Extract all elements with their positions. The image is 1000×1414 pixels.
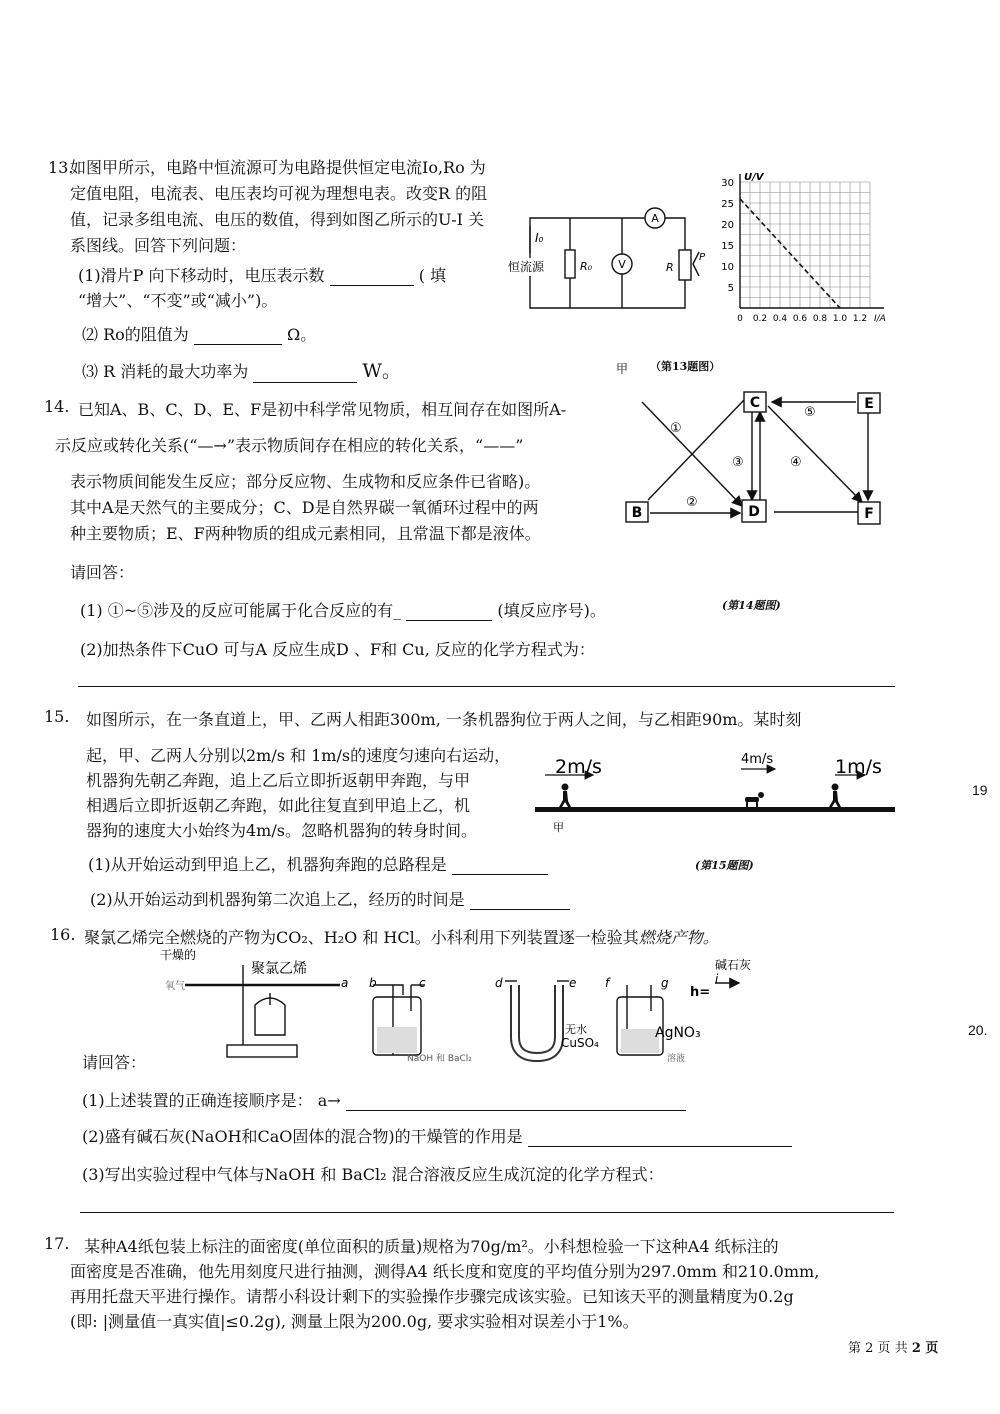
q14-part2: (2)加热条件下CuO 可与A 反应生成D 、F和 Cu, 反应的化学方程式为： (80, 640, 595, 659)
q16-part2-text: (2)盛有碱石灰(NaOH和CaO固体的混合物)的干燥管的作用是 (82, 1127, 523, 1146)
q16-stem-text: 聚氯乙烯完全燃烧的产物为CO₂、H₂O 和 HCl。小科利用下列装置逐一检验其 (84, 928, 639, 947)
q13-part3-unit: W。 (362, 360, 401, 382)
q13-ammeter-label: A (651, 212, 659, 225)
q15-speed-jia: 2m/s (555, 756, 602, 778)
q17-line2: 面密度是否准确，他先用刻度尺进行抽测，测得A4 纸长度和宽度的平均值分别为297.0mm 和210.0mm, (70, 1262, 820, 1281)
q15-line5: 器狗的速度大小始终为4m/s。忽略机器狗的转身时间。 (86, 821, 477, 840)
q14-edge-c-f (768, 406, 862, 502)
chart-x-tick-label: 1.2 (852, 314, 868, 324)
q16-part1-blank[interactable] (346, 1092, 686, 1111)
q14-label-2: ② (686, 495, 698, 510)
q16-part3: (3)写出实验过程中气体与NaOH 和 BaCl₂ 混合溶液反应生成沉淀的化学方程式： (82, 1165, 664, 1184)
q14-number: 14. (44, 397, 70, 416)
q13-voltmeter-label: V (618, 258, 626, 271)
q17-number: 17. (44, 1234, 70, 1253)
q14-part1-blank[interactable] (406, 602, 492, 621)
chart-x-tick-label: 0 (737, 314, 743, 324)
chart-x-tick-label: 0.2 (752, 314, 768, 324)
q15-line2: 起，甲、乙两人分别以2m/s 和 1m/s的速度匀速向右运动， (86, 746, 511, 765)
q13-r0-label: R₀ (580, 260, 593, 273)
q14-label-5: ⑤ (804, 405, 816, 420)
q14-label-4: ④ (790, 455, 802, 470)
chart-x-tick-label: 1.0 (832, 314, 848, 324)
q16-label-agno3: AgNO₃ (655, 1025, 701, 1041)
q13-fig-caption: （第13题图） (650, 360, 721, 373)
q16-part1 (82, 1088, 686, 1111)
q14-line2: 示反应或转化关系(“—→”表示物质间存在相应的转化关系，“——” (55, 436, 524, 455)
q16-label-e: e (569, 976, 577, 990)
q16-label-a: a (341, 976, 349, 990)
q14-edge-b-c (648, 400, 744, 500)
q17-line4: (即: |测量值一真实值|≤0.2g), 测量上限为200.0g, 要求实验相对误差小于1%。 (70, 1312, 639, 1331)
q16-label-anhydrous: 无水 (565, 1023, 587, 1036)
q16-label-d: d (495, 976, 503, 990)
chart-y-tick-label: 30 (721, 178, 734, 189)
q15-dog-icon (745, 792, 764, 807)
q15-person-yi-icon (829, 784, 841, 808)
q14-part1 (80, 598, 606, 621)
q13-part3-text: ⑶ R 消耗的最大功率为 (82, 362, 249, 381)
q16-apparatus-figure (155, 945, 752, 1065)
q16-label-naoh: NaOH 和 BaCl₂ (407, 1054, 472, 1064)
q16-answer-line[interactable] (80, 1212, 894, 1213)
q15-line3: 机器狗先朝乙奔跑，追上乙后立即折返朝甲奔跑，与甲 (86, 771, 471, 790)
q13-part3-blank[interactable] (253, 364, 357, 383)
q15-line4: 相遇后立即折返朝乙奔跑，如此往复直到甲追上乙，机 (86, 796, 471, 815)
q15-motion-figure (535, 745, 895, 837)
q14-line3: 表示物质间能发生反应；部分反应物、生成物和反应条件已省略)。 (70, 472, 541, 491)
chart-y-tick-label: 15 (721, 241, 734, 252)
side-number-19: 19 (972, 782, 988, 798)
chart-x-tick-label: 0.6 (792, 314, 808, 324)
page-footer (848, 1337, 938, 1356)
chart-y-axis-label: U/V (744, 172, 764, 183)
q14-node-e: E (864, 396, 874, 412)
q13-part2-blank[interactable] (194, 326, 282, 345)
q16-part2-blank[interactable] (528, 1128, 792, 1147)
q15-part1 (88, 852, 548, 875)
q13-part1-blank[interactable] (330, 267, 414, 286)
q13-r-label: R (666, 261, 674, 274)
q13-source-label: 恒流源 (508, 260, 545, 274)
q14-line5: 种主要物质；E、F两种物质的组成元素相同，且常温下都是液体。 (70, 524, 541, 543)
q16-label-c: c (419, 976, 426, 990)
q14-line1: 已知A、B、C、D、E、F是初中科学常见物质，相互间存在如图所A- (78, 400, 567, 419)
q16-label-g: g (661, 976, 669, 990)
q13-part3 (82, 356, 401, 383)
chart-y-tick-label: 10 (721, 262, 734, 273)
page-footer-text: 第 2 页 共 (848, 1341, 908, 1356)
q16-part1-text: (1)上述装置的正确连接顺序是： a→ (82, 1091, 341, 1110)
q14-answer-line[interactable] (78, 686, 895, 687)
q16-label-solution: 溶液 (667, 1054, 686, 1064)
q15-part2-text: (2)从开始运动到机器狗第二次追上乙，经历的时间是 (90, 890, 465, 909)
q13-variable-resistor (679, 250, 691, 280)
q15-number: 15. (44, 707, 70, 726)
q13-part2-text: ⑵ Ro的阻值为 (82, 325, 189, 344)
side-number-20: 20. (968, 1022, 988, 1038)
q14-fig-caption: (第14题图) (722, 599, 781, 612)
q13-part2 (82, 322, 316, 345)
q13-r0-resistor (565, 250, 575, 278)
q15-part2-blank[interactable] (470, 891, 570, 910)
chart-y-tick-label: 20 (721, 220, 734, 231)
q15-fig-caption: (第15题图) (695, 859, 754, 872)
q16-label-b: b (369, 976, 377, 990)
q15-speed-yi: 1m/s (835, 756, 882, 778)
q13-circuit-diagram (505, 208, 705, 318)
q16-ask: 请回答： (82, 1053, 147, 1072)
q15-part1-blank[interactable] (452, 856, 548, 875)
q13-part2-unit: Ω。 (286, 325, 317, 344)
q15-person-jia-icon (559, 784, 571, 808)
q13-number: 13. (48, 158, 74, 177)
q15-part1-text: (1)从开始运动到甲追上乙，机器狗奔跑的总路程是 (88, 855, 447, 874)
q17-line3: 再用托盘天平进行操作。请帮小科设计剩下的实验操作步骤完成该实验。已知该天平的测量精度为0.2g (70, 1287, 794, 1306)
q14-node-c: C (749, 395, 761, 411)
q14-part1-text: (1) ①~⑤涉及的反应可能属于化合反应的有_ (80, 601, 402, 620)
q14-relation-diagram (622, 388, 894, 530)
q13-part1-text: (1)滑片P 向下移动时，电压表示数 (78, 266, 325, 285)
q16-label-f: f (605, 976, 610, 990)
q16-number: 16. (50, 925, 76, 944)
q14-label-1: ① (670, 421, 682, 436)
q15-road (535, 807, 895, 812)
q14-node-b: B (631, 505, 643, 521)
chart-x-tick-label: 0.4 (772, 314, 788, 324)
q16-label-cuso4: CuSO₄ (561, 1036, 599, 1050)
q16-label-h: h= (690, 985, 711, 1000)
q16-label-i: i (715, 972, 719, 986)
q14-part1-hint: (填反应序号)。 (497, 601, 606, 620)
q13-part1-line2: “增大”、“不变”或“减小”)。 (78, 291, 278, 310)
q13-p-label: P (699, 252, 706, 263)
q14-node-f: F (864, 506, 874, 522)
q13-part1-hint: ( 填 (418, 266, 447, 285)
chart-y-tick-label: 25 (721, 199, 734, 210)
q13-stem: 如图甲所示，电路中恒流源可为电路提供恒定电流Io,Ro 为定值电阻，电流表、电压表均可视为理想电表。改变R 的阻值，记录多组电流、电压的数值，得到如图乙所示的U-I 关系图线。回答下列问题： (70, 158, 488, 255)
q13-part1-line1 (78, 263, 446, 286)
q13-ui-chart (710, 168, 900, 328)
q13-current-label: I₀ (535, 231, 544, 245)
q16-label-pvc: 聚氯乙烯 (251, 961, 307, 977)
q14-ask: 请回答： (70, 563, 135, 582)
q16-label-oxygen: 氧气 (165, 981, 185, 992)
q15-part2 (90, 887, 570, 910)
q13-fig-label-jia: 甲 (616, 362, 629, 376)
q15-speed-dog: 4m/s (741, 752, 774, 767)
q14-label-3: ③ (732, 455, 744, 470)
page-footer-total: 2 页 (911, 1341, 939, 1356)
q16-label-soda-lime: 碱石灰 (715, 958, 752, 972)
q13-circuit-wire (530, 218, 685, 308)
chart-x-tick-label: 0.8 (812, 314, 828, 324)
q14-line4: 其中A是天然气的主要成分；C、D是自然界碳一氧循环过程中的两 (70, 498, 539, 517)
chart-x-axis-label: I/A (874, 314, 886, 324)
q16-part2 (82, 1124, 792, 1147)
q15-fig-label-jia: 甲 (553, 821, 564, 834)
q14-node-d: D (748, 504, 760, 520)
q15-line1: 如图所示，在一条直道上，甲、乙两人相距300m, 一条机器狗位于两人之间，与乙相距90m。某时刻 (86, 710, 802, 729)
q16-label-dry: 干燥的 (160, 948, 197, 962)
q16-stem-italic: 燃烧产物。 (638, 928, 719, 947)
q17-line1: 某种A4纸包装上标注的面密度(单位面积的质量)规格为70g/m²。小科想检验一下这种A4 纸标注的 (84, 1237, 779, 1256)
chart-y-tick-label: 5 (727, 283, 734, 294)
